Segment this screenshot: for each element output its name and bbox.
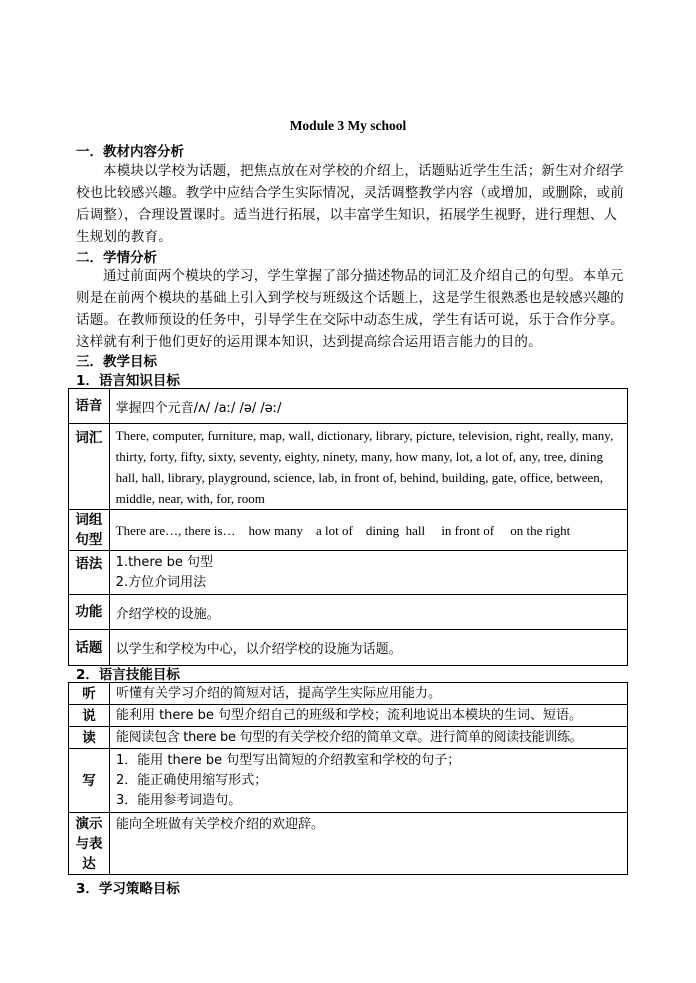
grammar-item-2: 2.方位介词用法	[115, 574, 207, 590]
phonetics-content: 掌握四个元音/ʌ/ /aː/ /ə/ /əː/	[109, 389, 627, 424]
writing-content	[109, 749, 627, 813]
table-row	[69, 630, 628, 666]
document-title: Module 3 My school	[289, 118, 407, 133]
presentation-content: 能向全班做有关学校介绍的欢迎辞。	[109, 813, 627, 875]
language-knowledge-table	[68, 388, 628, 666]
row-label-topic: 话题	[69, 630, 110, 666]
row-label-writing: 写	[69, 749, 110, 813]
table-row	[69, 749, 628, 813]
row-label-presentation-line2: 与表	[75, 835, 103, 852]
row-label-phrases	[69, 510, 110, 551]
table-row	[69, 424, 628, 510]
row-label-function: 功能	[69, 595, 110, 630]
grammar-content	[109, 551, 627, 595]
subheading-language-skills: 2．语言技能目标	[76, 667, 180, 683]
row-label-presentation-line1: 演示	[75, 815, 103, 832]
writing-item-1: 1．能用 there be 句型写出简短的介绍教室和学校的句子；	[115, 752, 461, 768]
table-row	[69, 510, 628, 551]
row-label-presentation-line3: 达	[82, 855, 96, 872]
reading-content: 能阅读包含 there be 句型的有关学校介绍的简单文章。进行简单的阅读技能训练。	[109, 727, 627, 749]
row-label-phonetics: 语音	[69, 389, 110, 424]
row-label-grammar: 语法	[69, 551, 110, 595]
subheading-learning-strategy: 3．学习策略目标	[76, 881, 180, 897]
section-heading-content-analysis: 一．教材内容分析	[76, 144, 184, 160]
learner-analysis-paragraph: 通过前面两个模块的学习，学生掌握了部分描述物品的词汇及介绍自己的句型。本单元则是在前两个模块的基础上引入到学校与班级这个话题上，这是学生很熟悉也是较感兴趣的话题。在教师预设的任务中，引导学生在交际中动态生成，学生有话可说，乐于合作分享。这样就有利于他们更好的运用课本知识，达到提高综合运用语言能力的目的。	[76, 268, 624, 350]
row-label-listening: 听	[69, 683, 110, 705]
writing-item-3: 3．能用参考词造句。	[115, 792, 242, 808]
table-row	[69, 551, 628, 595]
listening-content: 听懂有关学习介绍的简短对话，提高学生实际应用能力。	[109, 683, 627, 705]
row-label-phrases-line1: 词组	[75, 512, 103, 528]
table-row	[69, 705, 628, 727]
table-row	[69, 813, 628, 875]
function-content: 介绍学校的设施。	[109, 595, 627, 630]
section-heading-learner-analysis: 二．学情分析	[76, 250, 157, 266]
phrases-content: There are…, there is… how many a lot of dining hall in front of on the right	[109, 510, 627, 551]
row-label-reading: 读	[69, 727, 110, 749]
language-skills-table	[68, 682, 628, 875]
writing-item-2: 2．能正确使用缩写形式；	[115, 772, 268, 788]
table-row	[69, 389, 628, 424]
row-label-vocabulary: 词汇	[69, 424, 110, 510]
table-row	[69, 727, 628, 749]
section-heading-teaching-goals: 三．教学目标	[76, 354, 157, 370]
topic-content: 以学生和学校为中心，以介绍学校的设施为话题。	[109, 630, 627, 666]
table-row	[69, 683, 628, 705]
row-label-presentation	[69, 813, 110, 875]
row-label-speaking: 说	[69, 705, 110, 727]
content-analysis-paragraph: 本模块以学校为话题，把焦点放在对学校的介绍上，话题贴近学生生活；新生对介绍学校也比较感兴趣。教学中应结合学生实际情况，灵活调整教学内容（或增加，或删除，或前后调整），合理设置课时。适当进行拓展，以丰富学生知识，拓展学生视野，进行理想、人生规划的教育。	[76, 163, 624, 245]
speaking-content: 能利用 there be 句型介绍自己的班级和学校；流利地说出本模块的生词、短语。	[109, 705, 627, 727]
subheading-language-knowledge: 1．语言知识目标	[76, 373, 180, 389]
vocabulary-content: There, computer, furniture, map, wall, dictionary, library, picture, television, right, really, many, thirty, forty, fifty, sixty, seventy, eighty, ninety, many, how many, lot, a lot of, any, tree, dining hall, hall, library, playground, science, lab, in front of, behind, building, gate, office, between, middle, near, with, for, room	[109, 424, 627, 510]
table-row	[69, 595, 628, 630]
grammar-item-1: 1.there be 句型	[115, 554, 213, 570]
row-label-phrases-line2: 句型	[75, 532, 103, 548]
